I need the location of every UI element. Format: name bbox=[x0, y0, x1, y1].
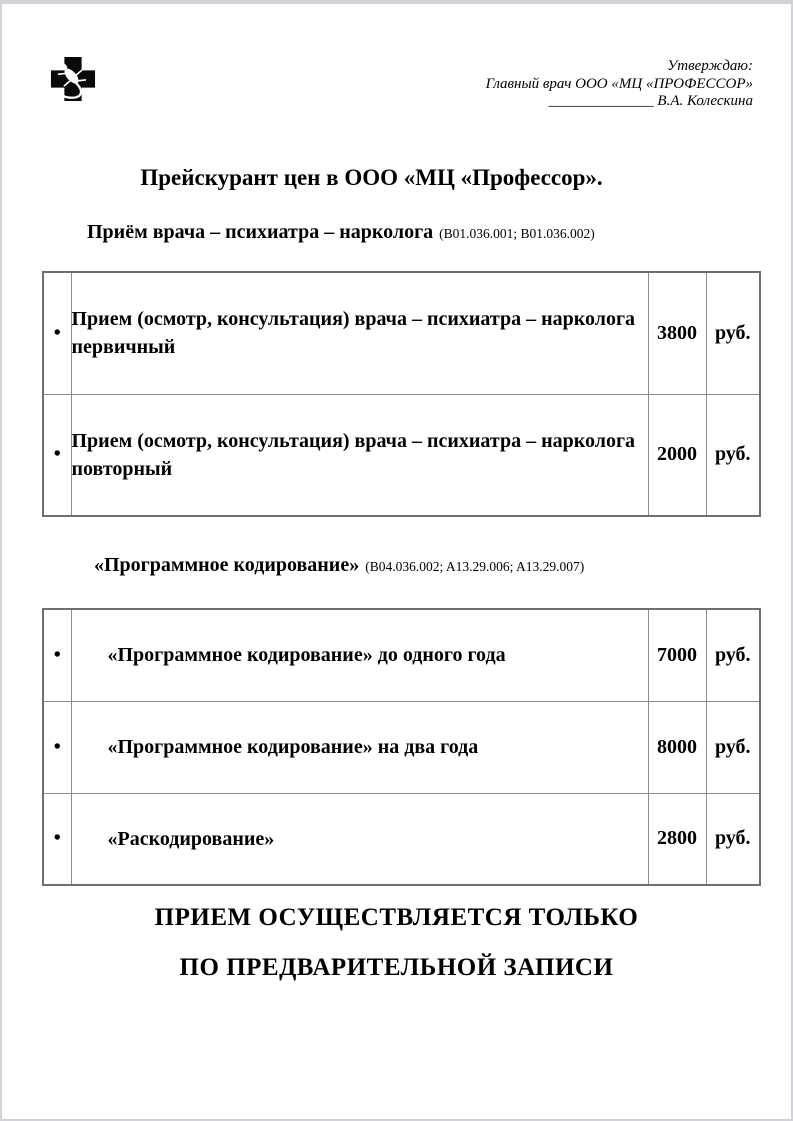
table-row bbox=[43, 272, 760, 394]
service-name-cell: Прием (осмотр, консультация) врача – психиатра – нарколога первичный bbox=[71, 272, 648, 394]
table-row bbox=[43, 609, 760, 701]
price-cell: 2800 bbox=[648, 793, 706, 885]
currency-unit-cell: руб. bbox=[706, 609, 760, 701]
currency-unit-cell: руб. bbox=[706, 394, 760, 516]
service-name-cell: Прием (осмотр, консультация) врача – психиатра – нарколога повторный bbox=[71, 394, 648, 516]
bullet-cell bbox=[43, 701, 71, 793]
section-heading-text: Приём врача – психиатра – нарколога bbox=[87, 221, 434, 243]
table-row bbox=[43, 701, 760, 793]
approval-block bbox=[486, 58, 753, 111]
footer-notice-line-2: ПО ПРЕДВАРИТЕЛЬНОЙ ЗАПИСИ bbox=[179, 954, 614, 981]
section-service-codes: (B04.036.002; A13.29.006; A13.29.007) bbox=[365, 559, 585, 574]
table-row bbox=[43, 394, 760, 516]
price-cell: 3800 bbox=[648, 272, 706, 394]
signatory-name: В.А. Колескина bbox=[653, 93, 753, 109]
bullet-icon: • bbox=[53, 735, 61, 758]
currency-unit-cell: руб. bbox=[706, 701, 760, 793]
page-title: Прейскурант цен в ООО «МЦ «Профессор». bbox=[140, 165, 603, 190]
price-cell: 7000 bbox=[648, 609, 706, 701]
bullet-cell bbox=[43, 609, 71, 701]
signature-blank: ______________ bbox=[548, 93, 654, 109]
service-name-cell: «Раскодирование» bbox=[71, 793, 648, 885]
price-table-reception bbox=[42, 271, 761, 517]
service-name-cell: «Программное кодирование» на два года bbox=[71, 701, 648, 793]
bullet-cell bbox=[43, 272, 71, 394]
price-cell: 2000 bbox=[648, 394, 706, 516]
bullet-icon: • bbox=[53, 321, 61, 344]
currency-unit-cell: руб. bbox=[706, 793, 760, 885]
service-name-cell: «Программное кодирование» до одного года bbox=[71, 609, 648, 701]
footer-notice-line-1: ПРИЕМ ОСУЩЕСТВЛЯЕТСЯ ТОЛЬКО bbox=[154, 904, 639, 931]
section-heading-text: «Программное кодирование» bbox=[94, 554, 360, 576]
section-heading-program-coding bbox=[94, 554, 584, 577]
section-service-codes: (B01.036.001; B01.036.002) bbox=[439, 226, 595, 241]
bullet-cell bbox=[43, 394, 71, 516]
bullet-cell bbox=[43, 793, 71, 885]
bullet-icon: • bbox=[53, 443, 61, 466]
price-cell: 8000 bbox=[648, 701, 706, 793]
bullet-icon: • bbox=[53, 643, 61, 666]
approval-signature-line bbox=[486, 93, 753, 111]
price-table-coding bbox=[42, 608, 761, 886]
table-row bbox=[43, 793, 760, 885]
bullet-icon: • bbox=[53, 827, 61, 850]
currency-unit-cell: руб. bbox=[706, 272, 760, 394]
approval-chief-doctor-line: Главный врач ООО «МЦ «ПРОФЕССОР» bbox=[485, 75, 753, 92]
medical-cross-lizard-icon bbox=[50, 56, 96, 102]
clinic-logo bbox=[50, 56, 96, 102]
section-heading-psychiatrist-reception bbox=[87, 221, 595, 244]
approval-word: Утверждаю: bbox=[667, 58, 753, 74]
